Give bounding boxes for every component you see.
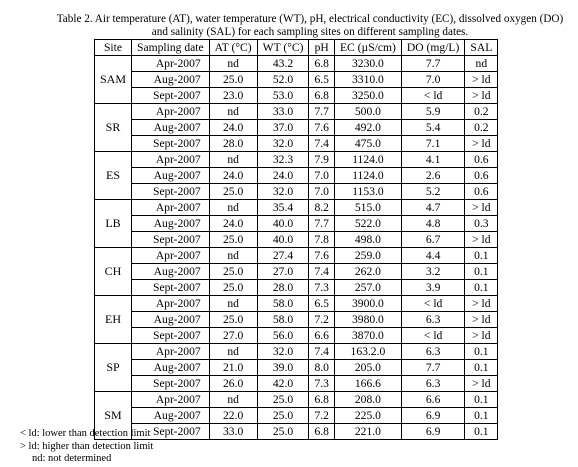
cell-site: EH	[95, 296, 132, 344]
cell-at: nd	[209, 104, 257, 120]
cell-at: 27.0	[209, 328, 257, 344]
cell-date: Aug-2007	[132, 120, 210, 136]
header-ph: pH	[309, 40, 335, 56]
cell-site: SR	[95, 104, 132, 152]
cell-ph: 7.7	[309, 104, 335, 120]
cell-wt: 56.0	[257, 328, 309, 344]
cell-ec: 1124.0	[334, 168, 401, 184]
cell-ec: 498.0	[334, 232, 401, 248]
table-row	[95, 328, 498, 344]
cell-ph: 8.0	[309, 360, 335, 376]
cell-ec: 163.2.0	[334, 344, 401, 360]
table-row	[95, 424, 498, 440]
cell-date: Aug-2007	[132, 312, 210, 328]
header-ec: EC (µS/cm)	[334, 40, 401, 56]
cell-do: 7.7	[401, 360, 464, 376]
cell-sal: 0.3	[465, 216, 498, 232]
table-row	[95, 120, 498, 136]
cell-sal: 0.6	[465, 152, 498, 168]
cell-ph: 7.7	[309, 216, 335, 232]
cell-site: SM	[95, 392, 132, 440]
cell-wt: 53.0	[257, 88, 309, 104]
table-row	[95, 392, 498, 408]
cell-date: Aug-2007	[132, 168, 210, 184]
cell-at: 25.0	[209, 312, 257, 328]
cell-at: nd	[209, 344, 257, 360]
cell-sal: 0.1	[465, 280, 498, 296]
cell-date: Apr-2007	[132, 104, 210, 120]
cell-at: nd	[209, 152, 257, 168]
cell-ph: 6.6	[309, 328, 335, 344]
cell-date: Apr-2007	[132, 152, 210, 168]
table-row	[95, 168, 498, 184]
cell-do: 6.3	[401, 344, 464, 360]
cell-site: LB	[95, 200, 132, 248]
cell-date: Apr-2007	[132, 200, 210, 216]
cell-wt: 28.0	[257, 280, 309, 296]
cell-sal: 0.1	[465, 392, 498, 408]
cell-do: 7.7	[401, 56, 464, 72]
header-site: Site	[95, 40, 132, 56]
cell-wt: 32.0	[257, 136, 309, 152]
table-row	[95, 376, 498, 392]
table-row	[95, 296, 498, 312]
cell-wt: 58.0	[257, 312, 309, 328]
cell-do: 6.9	[401, 424, 464, 440]
table-row	[95, 264, 498, 280]
cell-do: 7.1	[401, 136, 464, 152]
table-row	[95, 72, 498, 88]
cell-at: 24.0	[209, 168, 257, 184]
table-row	[95, 136, 498, 152]
cell-sal: 0.1	[465, 408, 498, 424]
cell-do: 6.3	[401, 312, 464, 328]
cell-ec: 492.0	[334, 120, 401, 136]
table-row	[95, 312, 498, 328]
cell-ph: 7.8	[309, 232, 335, 248]
cell-wt: 40.0	[257, 216, 309, 232]
cell-date: Apr-2007	[132, 344, 210, 360]
cell-do: 6.3	[401, 376, 464, 392]
cell-at: 25.0	[209, 280, 257, 296]
cell-do: 5.9	[401, 104, 464, 120]
table-row	[95, 184, 498, 200]
cell-sal: > ld	[465, 296, 498, 312]
cell-sal: 0.6	[465, 168, 498, 184]
cell-date: Aug-2007	[132, 264, 210, 280]
cell-do: 7.0	[401, 72, 464, 88]
cell-sal: 0.1	[465, 360, 498, 376]
cell-do: 4.4	[401, 248, 464, 264]
cell-date: Sept-2007	[132, 424, 210, 440]
cell-at: nd	[209, 296, 257, 312]
cell-sal: > ld	[465, 200, 498, 216]
cell-ph: 7.4	[309, 344, 335, 360]
cell-wt: 25.0	[257, 392, 309, 408]
cell-at: 25.0	[209, 232, 257, 248]
cell-wt: 32.0	[257, 184, 309, 200]
cell-do: < ld	[401, 296, 464, 312]
cell-wt: 32.3	[257, 152, 309, 168]
header-do: DO (mg/L)	[401, 40, 464, 56]
footnote-lower: < ld: lower than detection limit	[20, 428, 151, 439]
cell-ph: 7.2	[309, 408, 335, 424]
cell-at: 24.0	[209, 120, 257, 136]
cell-sal: nd	[465, 56, 498, 72]
cell-wt: 25.0	[257, 408, 309, 424]
cell-at: 23.0	[209, 88, 257, 104]
cell-do: 3.9	[401, 280, 464, 296]
cell-ph: 7.2	[309, 312, 335, 328]
cell-date: Aug-2007	[132, 408, 210, 424]
cell-at: 25.0	[209, 72, 257, 88]
cell-ec: 1124.0	[334, 152, 401, 168]
cell-do: 6.6	[401, 392, 464, 408]
cell-ec: 259.0	[334, 248, 401, 264]
cell-at: 33.0	[209, 424, 257, 440]
cell-ph: 7.0	[309, 184, 335, 200]
cell-do: 4.8	[401, 216, 464, 232]
cell-date: Aug-2007	[132, 72, 210, 88]
cell-date: Aug-2007	[132, 216, 210, 232]
cell-wt: 32.0	[257, 344, 309, 360]
cell-sal: 0.1	[465, 264, 498, 280]
cell-date: Sept-2007	[132, 280, 210, 296]
cell-do: 4.7	[401, 200, 464, 216]
cell-wt: 37.0	[257, 120, 309, 136]
cell-ph: 7.6	[309, 248, 335, 264]
cell-do: 2.6	[401, 168, 464, 184]
cell-ph: 7.9	[309, 152, 335, 168]
cell-date: Apr-2007	[132, 56, 210, 72]
cell-at: nd	[209, 200, 257, 216]
cell-site: SP	[95, 344, 132, 392]
cell-ec: 522.0	[334, 216, 401, 232]
cell-wt: 52.0	[257, 72, 309, 88]
cell-at: 25.0	[209, 184, 257, 200]
caption-line-2: and salinity (SAL) for each sampling sites on different sampling dates.	[151, 26, 469, 38]
cell-ec: 3870.0	[334, 328, 401, 344]
cell-ec: 208.0	[334, 392, 401, 408]
table-row	[95, 360, 498, 376]
cell-at: 28.0	[209, 136, 257, 152]
cell-date: Apr-2007	[132, 296, 210, 312]
cell-ec: 3980.0	[334, 312, 401, 328]
cell-do: 4.1	[401, 152, 464, 168]
cell-ec: 257.0	[334, 280, 401, 296]
cell-wt: 33.0	[257, 104, 309, 120]
table-row	[95, 232, 498, 248]
header-at: AT (°C)	[209, 40, 257, 56]
cell-wt: 39.0	[257, 360, 309, 376]
cell-date: Apr-2007	[132, 392, 210, 408]
cell-sal: > ld	[465, 72, 498, 88]
cell-sal: 0.1	[465, 248, 498, 264]
cell-wt: 40.0	[257, 232, 309, 248]
cell-at: 26.0	[209, 376, 257, 392]
cell-sal: > ld	[465, 328, 498, 344]
cell-wt: 35.4	[257, 200, 309, 216]
cell-do: 5.4	[401, 120, 464, 136]
cell-wt: 42.0	[257, 376, 309, 392]
cell-sal: 0.6	[465, 184, 498, 200]
cell-wt: 58.0	[257, 296, 309, 312]
cell-site: SAM	[95, 56, 132, 104]
cell-sal: > ld	[465, 88, 498, 104]
cell-date: Sept-2007	[132, 88, 210, 104]
cell-sal: > ld	[465, 232, 498, 248]
cell-at: nd	[209, 56, 257, 72]
cell-site: CH	[95, 248, 132, 296]
cell-ec: 205.0	[334, 360, 401, 376]
table-body	[95, 56, 498, 440]
cell-ec: 262.0	[334, 264, 401, 280]
table-row	[95, 104, 498, 120]
cell-ph: 6.8	[309, 424, 335, 440]
table-row	[95, 56, 498, 72]
cell-sal: > ld	[465, 136, 498, 152]
cell-at: 24.0	[209, 216, 257, 232]
cell-wt: 24.0	[257, 168, 309, 184]
cell-do: < ld	[401, 328, 464, 344]
cell-ec: 515.0	[334, 200, 401, 216]
cell-ph: 6.8	[309, 392, 335, 408]
cell-ec: 1153.0	[334, 184, 401, 200]
table-row	[95, 88, 498, 104]
cell-sal: > ld	[465, 376, 498, 392]
table-row	[95, 152, 498, 168]
cell-ec: 475.0	[334, 136, 401, 152]
cell-ec: 221.0	[334, 424, 401, 440]
cell-do: 6.9	[401, 408, 464, 424]
cell-sal: > ld	[465, 312, 498, 328]
cell-ec: 3310.0	[334, 72, 401, 88]
cell-ph: 7.6	[309, 120, 335, 136]
cell-wt: 27.4	[257, 248, 309, 264]
cell-sal: 0.2	[465, 120, 498, 136]
cell-at: nd	[209, 248, 257, 264]
cell-date: Sept-2007	[132, 184, 210, 200]
cell-ec: 3250.0	[334, 88, 401, 104]
caption-line-1: Table 2. Air temperature (AT), water temperature (WT), pH, electrical conductivity (EC), dissolved oxygen (DO)	[56, 13, 564, 25]
cell-ph: 6.8	[309, 88, 335, 104]
table-row	[95, 408, 498, 424]
table-row	[95, 280, 498, 296]
cell-do: 5.2	[401, 184, 464, 200]
header-row	[95, 40, 498, 56]
cell-at: 21.0	[209, 360, 257, 376]
table-row	[95, 248, 498, 264]
cell-date: Aug-2007	[132, 360, 210, 376]
cell-ph: 8.2	[309, 200, 335, 216]
cell-ph: 7.4	[309, 136, 335, 152]
cell-ph: 6.5	[309, 296, 335, 312]
footnote-nd: nd: not determined	[32, 453, 112, 464]
cell-date: Sept-2007	[132, 376, 210, 392]
cell-do: < ld	[401, 88, 464, 104]
cell-ph: 7.4	[309, 264, 335, 280]
cell-sal: 0.1	[465, 344, 498, 360]
cell-sal: 0.2	[465, 104, 498, 120]
cell-ph: 6.8	[309, 56, 335, 72]
cell-ph: 7.3	[309, 280, 335, 296]
cell-ph: 6.5	[309, 72, 335, 88]
cell-at: nd	[209, 392, 257, 408]
cell-at: 22.0	[209, 408, 257, 424]
cell-date: Sept-2007	[132, 328, 210, 344]
cell-do: 3.2	[401, 264, 464, 280]
table-row	[95, 344, 498, 360]
cell-ec: 225.0	[334, 408, 401, 424]
header-sal: SAL	[465, 40, 498, 56]
footnote-higher: > ld: higher than detection limit	[20, 440, 154, 452]
header-wt: WT (°C)	[257, 40, 309, 56]
footnotes	[20, 428, 153, 466]
cell-ec: 500.0	[334, 104, 401, 120]
cell-date: Sept-2007	[132, 136, 210, 152]
cell-ec: 166.6	[334, 376, 401, 392]
cell-date: Apr-2007	[132, 248, 210, 264]
table-row	[95, 200, 498, 216]
cell-wt: 27.0	[257, 264, 309, 280]
cell-do: 6.7	[401, 232, 464, 248]
table-row	[95, 216, 498, 232]
cell-ph: 7.0	[309, 168, 335, 184]
cell-sal: 0.1	[465, 424, 498, 440]
table-caption	[50, 13, 570, 39]
cell-ec: 3230.0	[334, 56, 401, 72]
cell-ph: 7.3	[309, 376, 335, 392]
cell-date: Sept-2007	[132, 232, 210, 248]
cell-ec: 3900.0	[334, 296, 401, 312]
cell-at: 25.0	[209, 264, 257, 280]
cell-site: ES	[95, 152, 132, 200]
cell-wt: 43.2	[257, 56, 309, 72]
cell-wt: 25.0	[257, 424, 309, 440]
data-table	[94, 39, 498, 440]
header-date: Sampling date	[132, 40, 210, 56]
